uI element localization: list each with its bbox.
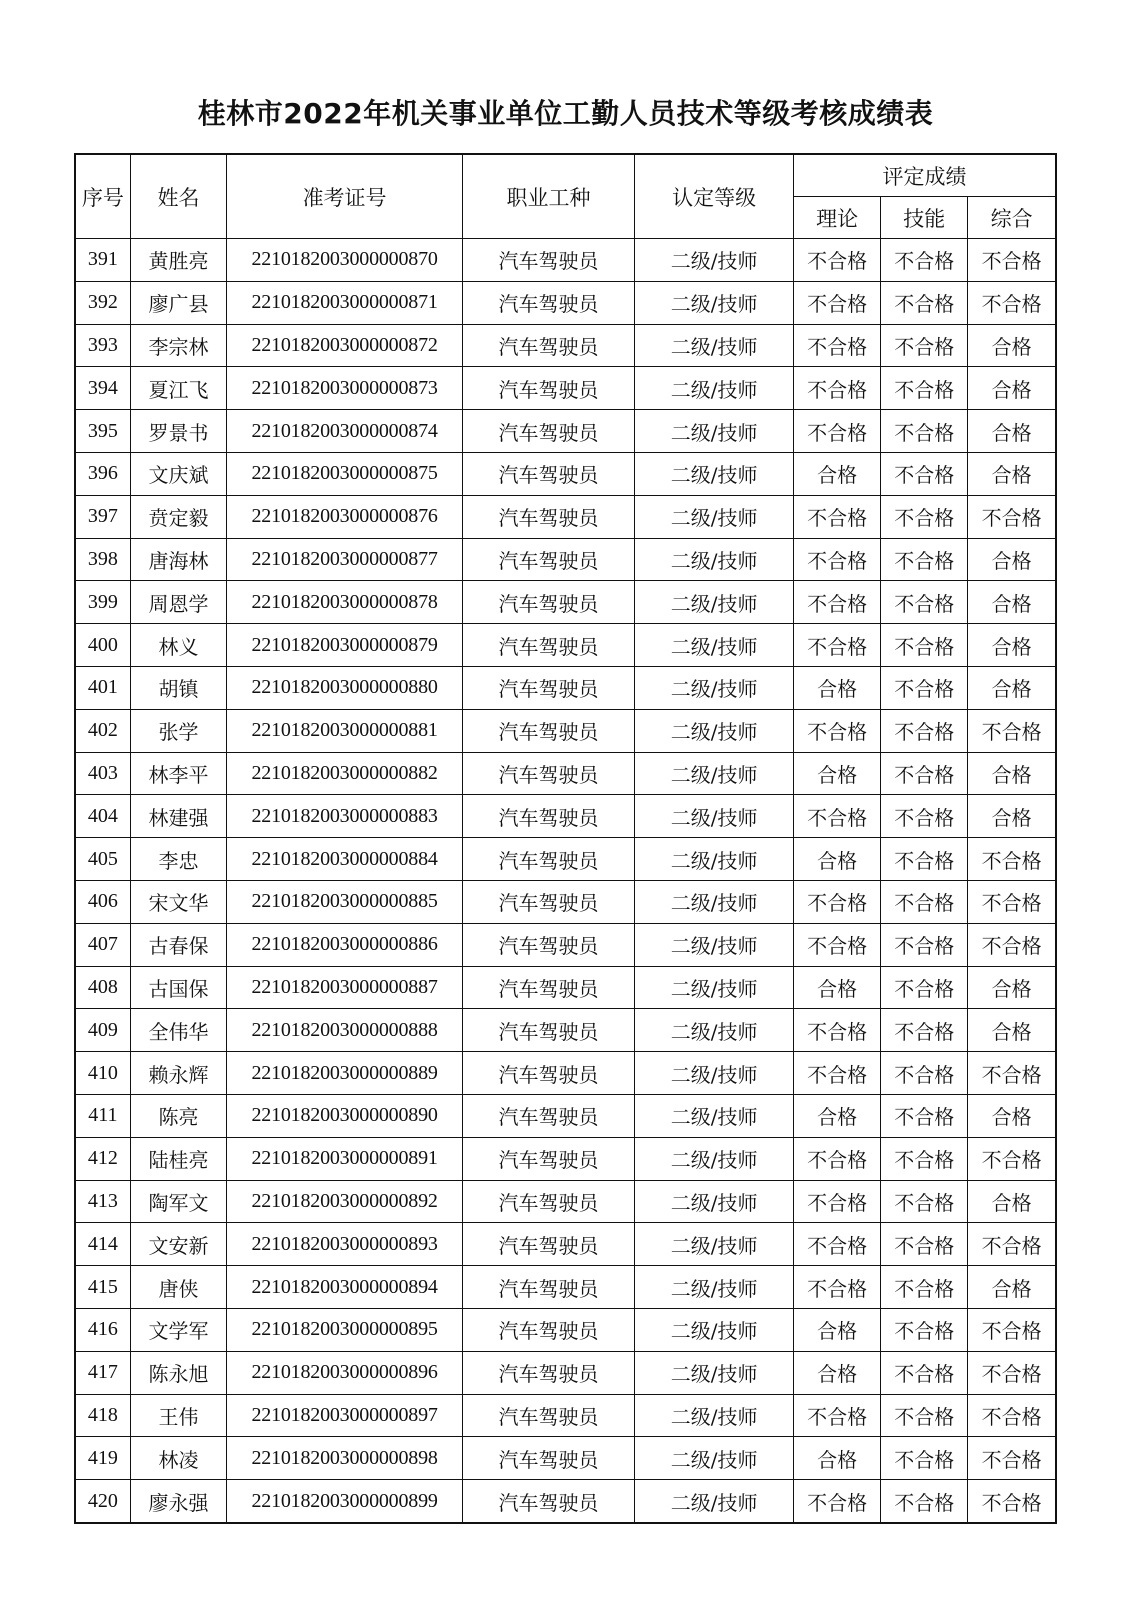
cell-occupation: 汽车驾驶员 [462,1009,634,1052]
cell-skill: 不合格 [881,666,968,709]
cell-name: 李忠 [130,838,226,881]
cell-theory: 合格 [794,1437,881,1480]
header-name: 姓名 [130,154,226,239]
cell-theory: 合格 [794,752,881,795]
cell-theory: 不合格 [794,1052,881,1095]
cell-skill: 不合格 [881,239,968,282]
cell-theory: 合格 [794,1094,881,1137]
cell-theory: 合格 [794,966,881,1009]
table-row [75,1266,1056,1309]
cell-occupation: 汽车驾驶员 [462,1437,634,1480]
cell-overall: 不合格 [968,495,1056,538]
table-row [75,1308,1056,1351]
cell-name: 陈亮 [130,1094,226,1137]
cell-level: 二级/技师 [635,838,794,881]
cell-skill: 不合格 [881,838,968,881]
cell-theory: 合格 [794,666,881,709]
header-skill: 技能 [881,197,968,239]
cell-skill: 不合格 [881,452,968,495]
cell-level: 二级/技师 [635,1180,794,1223]
cell-skill: 不合格 [881,1266,968,1309]
table-row [75,752,1056,795]
cell-overall: 不合格 [968,709,1056,752]
cell-name: 林凌 [130,1437,226,1480]
cell-seq: 416 [75,1308,130,1351]
cell-skill: 不合格 [881,1480,968,1523]
table-row [75,709,1056,752]
cell-occupation: 汽车驾驶员 [462,1266,634,1309]
cell-occupation: 汽车驾驶员 [462,281,634,324]
table-row [75,239,1056,282]
cell-overall: 不合格 [968,239,1056,282]
cell-name: 文学军 [130,1308,226,1351]
cell-exam-number: 2210182003000000884 [227,838,463,881]
cell-name: 林建强 [130,795,226,838]
cell-skill: 不合格 [881,1308,968,1351]
header-level: 认定等级 [635,154,794,239]
cell-theory: 合格 [794,452,881,495]
cell-occupation: 汽车驾驶员 [462,752,634,795]
cell-skill: 不合格 [881,1437,968,1480]
cell-theory: 不合格 [794,1266,881,1309]
cell-seq: 404 [75,795,130,838]
cell-skill: 不合格 [881,281,968,324]
cell-skill: 不合格 [881,1009,968,1052]
cell-occupation: 汽车驾驶员 [462,1308,634,1351]
cell-theory: 不合格 [794,581,881,624]
cell-exam-number: 2210182003000000881 [227,709,463,752]
cell-skill: 不合格 [881,1223,968,1266]
cell-exam-number: 2210182003000000887 [227,966,463,1009]
cell-level: 二级/技师 [635,923,794,966]
cell-name: 胡镇 [130,666,226,709]
page-title: 桂林市2022年机关事业单位工勤人员技术等级考核成绩表 [197,97,934,130]
table-row [75,1009,1056,1052]
cell-occupation: 汽车驾驶员 [462,966,634,1009]
cell-level: 二级/技师 [635,666,794,709]
cell-name: 罗景书 [130,410,226,453]
cell-exam-number: 2210182003000000890 [227,1094,463,1137]
cell-level: 二级/技师 [635,1266,794,1309]
cell-overall: 合格 [968,1094,1056,1137]
cell-seq: 392 [75,281,130,324]
cell-seq: 393 [75,324,130,367]
table-row [75,880,1056,923]
table-row [75,367,1056,410]
cell-overall: 合格 [968,752,1056,795]
cell-occupation: 汽车驾驶员 [462,1351,634,1394]
cell-theory: 不合格 [794,880,881,923]
cell-level: 二级/技师 [635,1137,794,1180]
cell-seq: 399 [75,581,130,624]
cell-seq: 406 [75,880,130,923]
cell-occupation: 汽车驾驶员 [462,880,634,923]
cell-skill: 不合格 [881,624,968,667]
cell-overall: 不合格 [968,923,1056,966]
cell-seq: 401 [75,666,130,709]
cell-occupation: 汽车驾驶员 [462,1480,634,1523]
cell-exam-number: 2210182003000000893 [227,1223,463,1266]
cell-exam-number: 2210182003000000886 [227,923,463,966]
cell-overall: 合格 [968,324,1056,367]
cell-occupation: 汽车驾驶员 [462,1094,634,1137]
cell-overall: 合格 [968,367,1056,410]
results-table [74,153,1057,1524]
cell-theory: 不合格 [794,410,881,453]
cell-seq: 417 [75,1351,130,1394]
cell-overall: 不合格 [968,1394,1056,1437]
table-row [75,1351,1056,1394]
cell-overall: 合格 [968,624,1056,667]
cell-overall: 不合格 [968,1480,1056,1523]
cell-seq: 418 [75,1394,130,1437]
cell-exam-number: 2210182003000000876 [227,495,463,538]
cell-level: 二级/技师 [635,324,794,367]
cell-seq: 405 [75,838,130,881]
table-row [75,838,1056,881]
cell-theory: 不合格 [794,1009,881,1052]
table-row [75,1437,1056,1480]
cell-name: 全伟华 [130,1009,226,1052]
cell-overall: 不合格 [968,1351,1056,1394]
cell-skill: 不合格 [881,1094,968,1137]
cell-name: 唐海林 [130,538,226,581]
cell-overall: 不合格 [968,1308,1056,1351]
cell-name: 文庆斌 [130,452,226,495]
cell-occupation: 汽车驾驶员 [462,495,634,538]
cell-name: 陶军文 [130,1180,226,1223]
cell-exam-number: 2210182003000000874 [227,410,463,453]
cell-skill: 不合格 [881,367,968,410]
table-row [75,1180,1056,1223]
cell-overall: 合格 [968,410,1056,453]
cell-theory: 不合格 [794,1394,881,1437]
cell-skill: 不合格 [881,752,968,795]
table-row [75,581,1056,624]
cell-theory: 不合格 [794,923,881,966]
cell-overall: 合格 [968,1266,1056,1309]
cell-seq: 395 [75,410,130,453]
cell-name: 廖广县 [130,281,226,324]
cell-exam-number: 2210182003000000897 [227,1394,463,1437]
table-row [75,452,1056,495]
cell-seq: 402 [75,709,130,752]
cell-occupation: 汽车驾驶员 [462,410,634,453]
cell-overall: 合格 [968,1180,1056,1223]
cell-exam-number: 2210182003000000875 [227,452,463,495]
cell-skill: 不合格 [881,1180,968,1223]
cell-seq: 397 [75,495,130,538]
cell-seq: 403 [75,752,130,795]
cell-name: 李宗林 [130,324,226,367]
table-row [75,966,1056,1009]
cell-exam-number: 2210182003000000878 [227,581,463,624]
table-row [75,624,1056,667]
cell-overall: 不合格 [968,1223,1056,1266]
cell-name: 古国保 [130,966,226,1009]
header-exam-number: 准考证号 [227,154,463,239]
cell-overall: 不合格 [968,1052,1056,1095]
cell-level: 二级/技师 [635,880,794,923]
cell-name: 陈永旭 [130,1351,226,1394]
cell-occupation: 汽车驾驶员 [462,324,634,367]
cell-name: 古春保 [130,923,226,966]
cell-occupation: 汽车驾驶员 [462,367,634,410]
cell-skill: 不合格 [881,410,968,453]
header-occupation: 职业工种 [462,154,634,239]
cell-occupation: 汽车驾驶员 [462,1052,634,1095]
cell-occupation: 汽车驾驶员 [462,795,634,838]
cell-name: 张学 [130,709,226,752]
cell-name: 宋文华 [130,880,226,923]
cell-theory: 不合格 [794,1137,881,1180]
cell-level: 二级/技师 [635,1437,794,1480]
cell-seq: 408 [75,966,130,1009]
cell-seq: 394 [75,367,130,410]
cell-seq: 400 [75,624,130,667]
cell-seq: 414 [75,1223,130,1266]
cell-level: 二级/技师 [635,538,794,581]
cell-theory: 不合格 [794,1480,881,1523]
table-row [75,1094,1056,1137]
cell-level: 二级/技师 [635,1351,794,1394]
header-overall: 综合 [968,197,1056,239]
cell-exam-number: 2210182003000000896 [227,1351,463,1394]
cell-skill: 不合格 [881,923,968,966]
cell-exam-number: 2210182003000000892 [227,1180,463,1223]
cell-level: 二级/技师 [635,495,794,538]
cell-exam-number: 2210182003000000880 [227,666,463,709]
cell-level: 二级/技师 [635,709,794,752]
cell-skill: 不合格 [881,966,968,1009]
cell-exam-number: 2210182003000000883 [227,795,463,838]
table-header [75,154,1056,239]
table-row [75,666,1056,709]
table-row [75,1480,1056,1523]
cell-theory: 不合格 [794,1223,881,1266]
cell-level: 二级/技师 [635,239,794,282]
cell-skill: 不合格 [881,709,968,752]
cell-occupation: 汽车驾驶员 [462,1180,634,1223]
table-row [75,281,1056,324]
cell-skill: 不合格 [881,795,968,838]
cell-occupation: 汽车驾驶员 [462,923,634,966]
cell-overall: 不合格 [968,880,1056,923]
cell-name: 贲定毅 [130,495,226,538]
cell-level: 二级/技师 [635,281,794,324]
table-row [75,495,1056,538]
cell-occupation: 汽车驾驶员 [462,838,634,881]
cell-theory: 不合格 [794,239,881,282]
cell-name: 廖永强 [130,1480,226,1523]
cell-occupation: 汽车驾驶员 [462,1223,634,1266]
header-seq: 序号 [75,154,130,239]
cell-skill: 不合格 [881,1351,968,1394]
cell-name: 黄胜亮 [130,239,226,282]
cell-overall: 不合格 [968,281,1056,324]
cell-seq: 409 [75,1009,130,1052]
cell-exam-number: 2210182003000000885 [227,880,463,923]
cell-seq: 391 [75,239,130,282]
cell-exam-number: 2210182003000000873 [227,367,463,410]
cell-skill: 不合格 [881,1394,968,1437]
header-theory: 理论 [794,197,881,239]
cell-skill: 不合格 [881,581,968,624]
cell-theory: 不合格 [794,795,881,838]
cell-seq: 407 [75,923,130,966]
table-row [75,410,1056,453]
cell-skill: 不合格 [881,324,968,367]
table-row [75,1052,1056,1095]
cell-exam-number: 2210182003000000882 [227,752,463,795]
cell-level: 二级/技师 [635,752,794,795]
cell-theory: 合格 [794,1308,881,1351]
cell-exam-number: 2210182003000000870 [227,239,463,282]
table-body [75,239,1056,1523]
cell-name: 林义 [130,624,226,667]
cell-exam-number: 2210182003000000888 [227,1009,463,1052]
cell-theory: 不合格 [794,324,881,367]
cell-occupation: 汽车驾驶员 [462,1137,634,1180]
cell-occupation: 汽车驾驶员 [462,239,634,282]
cell-name: 林李平 [130,752,226,795]
table-row [75,923,1056,966]
cell-level: 二级/技师 [635,1480,794,1523]
cell-level: 二级/技师 [635,410,794,453]
cell-exam-number: 2210182003000000871 [227,281,463,324]
cell-theory: 不合格 [794,495,881,538]
table-row [75,1394,1056,1437]
cell-seq: 419 [75,1437,130,1480]
cell-theory: 不合格 [794,538,881,581]
cell-name: 陆桂亮 [130,1137,226,1180]
cell-level: 二级/技师 [635,1094,794,1137]
cell-theory: 合格 [794,1351,881,1394]
cell-seq: 412 [75,1137,130,1180]
cell-skill: 不合格 [881,495,968,538]
cell-overall: 合格 [968,666,1056,709]
cell-overall: 合格 [968,452,1056,495]
cell-exam-number: 2210182003000000877 [227,538,463,581]
cell-occupation: 汽车驾驶员 [462,538,634,581]
cell-exam-number: 2210182003000000894 [227,1266,463,1309]
header-result-group: 评定成绩 [794,154,1056,197]
cell-overall: 合格 [968,795,1056,838]
cell-level: 二级/技师 [635,1394,794,1437]
cell-seq: 410 [75,1052,130,1095]
cell-occupation: 汽车驾驶员 [462,666,634,709]
cell-exam-number: 2210182003000000898 [227,1437,463,1480]
cell-occupation: 汽车驾驶员 [462,452,634,495]
cell-level: 二级/技师 [635,624,794,667]
cell-exam-number: 2210182003000000899 [227,1480,463,1523]
cell-level: 二级/技师 [635,966,794,1009]
cell-name: 文安新 [130,1223,226,1266]
cell-overall: 合格 [968,1009,1056,1052]
cell-seq: 420 [75,1480,130,1523]
cell-seq: 398 [75,538,130,581]
cell-skill: 不合格 [881,1137,968,1180]
table-row [75,795,1056,838]
cell-occupation: 汽车驾驶员 [462,624,634,667]
cell-exam-number: 2210182003000000879 [227,624,463,667]
table-row [75,538,1056,581]
cell-level: 二级/技师 [635,1009,794,1052]
cell-level: 二级/技师 [635,1052,794,1095]
cell-level: 二级/技师 [635,1308,794,1351]
cell-occupation: 汽车驾驶员 [462,1394,634,1437]
table-row [75,1223,1056,1266]
cell-level: 二级/技师 [635,367,794,410]
cell-name: 唐侠 [130,1266,226,1309]
cell-seq: 411 [75,1094,130,1137]
cell-name: 赖永辉 [130,1052,226,1095]
cell-seq: 413 [75,1180,130,1223]
cell-level: 二级/技师 [635,1223,794,1266]
cell-level: 二级/技师 [635,581,794,624]
cell-occupation: 汽车驾驶员 [462,581,634,624]
cell-exam-number: 2210182003000000872 [227,324,463,367]
cell-overall: 合格 [968,966,1056,1009]
cell-skill: 不合格 [881,880,968,923]
cell-level: 二级/技师 [635,795,794,838]
cell-exam-number: 2210182003000000889 [227,1052,463,1095]
cell-overall: 不合格 [968,1437,1056,1480]
cell-seq: 415 [75,1266,130,1309]
cell-theory: 不合格 [794,1180,881,1223]
cell-theory: 不合格 [794,281,881,324]
cell-overall: 合格 [968,538,1056,581]
cell-exam-number: 2210182003000000895 [227,1308,463,1351]
cell-name: 周恩学 [130,581,226,624]
cell-skill: 不合格 [881,538,968,581]
cell-overall: 合格 [968,581,1056,624]
cell-theory: 合格 [794,838,881,881]
cell-theory: 不合格 [794,709,881,752]
table-row [75,324,1056,367]
cell-seq: 396 [75,452,130,495]
cell-theory: 不合格 [794,367,881,410]
cell-name: 夏江飞 [130,367,226,410]
cell-skill: 不合格 [881,1052,968,1095]
cell-level: 二级/技师 [635,452,794,495]
cell-theory: 不合格 [794,624,881,667]
cell-name: 王伟 [130,1394,226,1437]
cell-overall: 不合格 [968,838,1056,881]
cell-overall: 不合格 [968,1137,1056,1180]
cell-occupation: 汽车驾驶员 [462,709,634,752]
table-row [75,1137,1056,1180]
cell-exam-number: 2210182003000000891 [227,1137,463,1180]
